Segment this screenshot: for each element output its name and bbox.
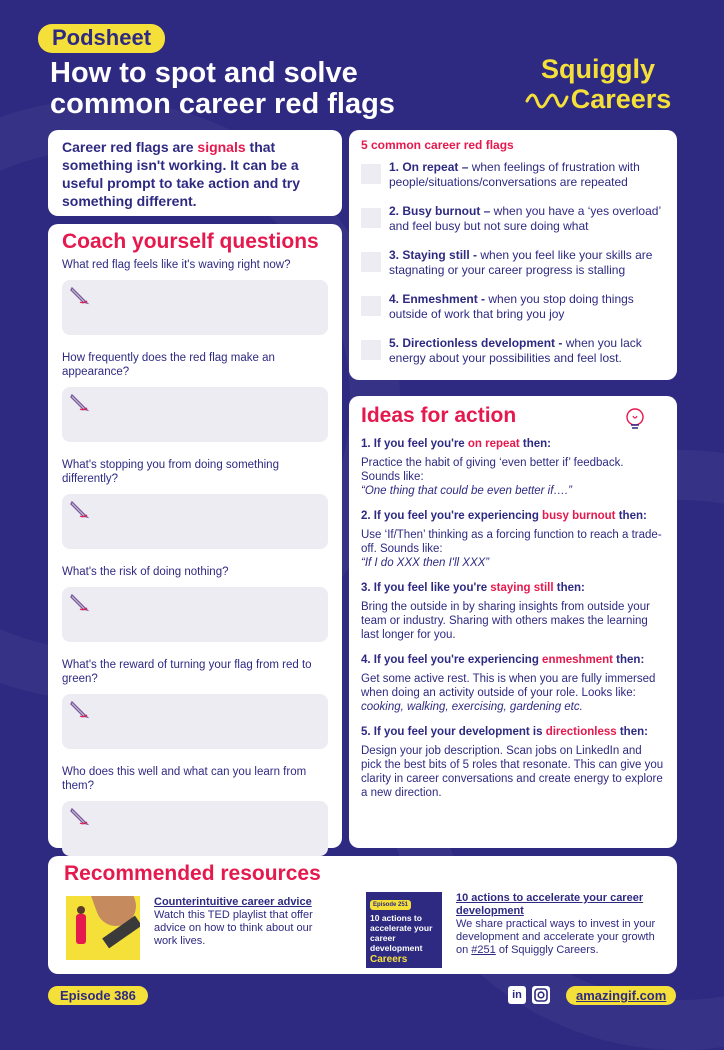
idea-heading xyxy=(361,438,665,450)
flag-description: when you stop doing things outside of work that bring you joy xyxy=(389,292,634,321)
idea-highlight: busy burnout xyxy=(542,510,616,522)
question-text: What's stopping you from doing something differently? xyxy=(62,459,279,485)
logo-line2: Careers xyxy=(570,84,672,114)
idea-heading-text: 2. If you feel you're experiencing xyxy=(361,510,543,522)
intro-highlight: signals xyxy=(197,139,246,155)
idea-heading-text: 3. If you feel like you're xyxy=(361,582,491,594)
thumbnail-title: 10 actions to accelerate your career development xyxy=(370,913,433,953)
idea-heading-suffix: then: xyxy=(612,654,645,666)
idea-highlight: enmeshment xyxy=(542,654,613,666)
flag-title: 4. Enmeshment - xyxy=(389,292,486,306)
idea-quote: “One thing that could be even better if….” xyxy=(361,485,572,497)
idea-heading-text: 4. If you feel you're experiencing xyxy=(361,654,543,666)
flag-description: when you feel like your skills are stagnating or your career progress is stalling xyxy=(389,248,653,277)
ideas-heading: Ideas for action xyxy=(361,404,517,427)
thumbnail-logo: Careers xyxy=(370,954,408,965)
idea-body-text: Use ‘If/Then’ thinking as a forcing function to reach a trade-off. Sounds like: xyxy=(361,529,662,555)
idea-heading xyxy=(361,726,665,738)
idea-heading-suffix: then: xyxy=(616,726,648,738)
answer-field[interactable] xyxy=(62,587,328,642)
resource-link[interactable]: 10 actions to accelerate your career development xyxy=(456,892,644,917)
resource-description-suffix: of Squiggly Careers. xyxy=(495,944,599,956)
resource-description xyxy=(456,918,656,957)
flag-title: 5. Directionless development - xyxy=(389,336,563,350)
question-text: Who does this well and what can you learn from them? xyxy=(62,766,307,792)
podsheet-badge: Podsheet xyxy=(38,24,165,53)
flag-item xyxy=(361,292,665,322)
website-link[interactable]: amazingif.com xyxy=(566,986,676,1005)
idea-heading-suffix: then: xyxy=(519,438,551,450)
question-text: What's the reward of turning your flag from red to green? xyxy=(62,659,312,685)
episode-badge: Episode 386 xyxy=(48,986,148,1005)
pencil-icon xyxy=(68,805,90,827)
resource-description: Watch this TED playlist that offer advice on how to think about our work lives. xyxy=(154,909,313,947)
flag-item xyxy=(361,336,665,366)
pencil-icon xyxy=(68,391,90,413)
checkbox[interactable] xyxy=(361,208,381,228)
ted-thumbnail[interactable] xyxy=(66,896,140,960)
idea-highlight: on repeat xyxy=(467,438,520,450)
logo-line1: Squiggly xyxy=(541,54,655,84)
intro-text-rest: that something isn't working. It can be a useful prompt to take action and try something different. xyxy=(62,139,301,209)
page-title: How to spot and solve common career red flags xyxy=(50,57,395,120)
checkbox[interactable] xyxy=(361,164,381,184)
idea-heading-suffix: then: xyxy=(553,582,585,594)
flag-title: 3. Staying still - xyxy=(389,248,478,262)
flag-description: when you lack energy about your possibilities and feel lost. xyxy=(389,336,642,365)
resource-item xyxy=(366,892,666,968)
resource-link[interactable]: Counterintuitive career advice xyxy=(154,896,312,908)
flag-item xyxy=(361,204,665,234)
pencil-icon xyxy=(68,698,90,720)
idea-heading xyxy=(361,654,665,666)
idea-body-text: Practice the habit of giving ‘even better if’ feedback. Sounds like: xyxy=(361,457,624,483)
checkbox[interactable] xyxy=(361,340,381,360)
idea-heading-text: 1. If you feel you're xyxy=(361,438,468,450)
idea-body xyxy=(361,744,665,800)
episode-thumbnail[interactable] xyxy=(366,892,442,968)
red-flags-card xyxy=(349,130,677,380)
checkbox[interactable] xyxy=(361,296,381,316)
idea-heading-text: 5. If you feel your development is xyxy=(361,726,546,738)
flag-description: when you have a ‘yes overload’ and feel busy but not sure doing what xyxy=(389,204,661,233)
checkbox[interactable] xyxy=(361,252,381,272)
lightbulb-icon xyxy=(623,406,647,434)
idea-body xyxy=(361,528,665,570)
coach-questions-card xyxy=(48,224,342,848)
flag-item xyxy=(361,160,665,190)
flag-title: 1. On repeat – xyxy=(389,160,469,174)
idea-heading xyxy=(361,582,665,594)
answer-field[interactable] xyxy=(62,801,328,856)
squiggly-careers-logo xyxy=(508,54,688,114)
flag-description: when feelings of frustration with people/situations/conversations are repeated xyxy=(389,160,640,189)
idea-body-text: Get some active rest. This is when you are fully immersed when doing an activity outside of your role. Looks like: xyxy=(361,673,656,699)
linkedin-icon[interactable]: in xyxy=(508,986,526,1004)
intro-text: Career red flags are xyxy=(62,139,198,155)
idea-body xyxy=(361,456,665,498)
answer-field[interactable] xyxy=(62,387,328,442)
idea-body-text: Design your job description. Scan jobs on LinkedIn and pick the best bits of 5 roles that resonate. This can give you clarity in career conversations and create energy to explore a new direction. xyxy=(361,745,664,799)
pencil-icon xyxy=(68,284,90,306)
idea-heading-suffix: then: xyxy=(615,510,647,522)
pencil-icon xyxy=(68,498,90,520)
idea-body xyxy=(361,672,665,714)
thumbnail-episode-label: Episode 251 xyxy=(370,900,411,910)
squiggle-icon xyxy=(525,87,569,111)
flag-item xyxy=(361,248,665,278)
intro-card xyxy=(48,130,342,216)
idea-body-text: Bring the outside in by sharing insights from outside your team or industry. Sharing with others makes the learning last longer for you. xyxy=(361,601,650,641)
resources-heading: Recommended resources xyxy=(64,862,321,885)
instagram-icon[interactable] xyxy=(532,986,550,1004)
question-text: What red flag feels like it's waving right now? xyxy=(62,259,291,271)
episode-link[interactable]: #251 xyxy=(471,944,496,956)
pencil-icon xyxy=(68,591,90,613)
idea-highlight: directionless xyxy=(545,726,617,738)
answer-field[interactable] xyxy=(62,280,328,335)
flag-title: 2. Busy burnout – xyxy=(389,204,491,218)
answer-field[interactable] xyxy=(62,694,328,749)
idea-quote: “If I do XXX then I'll XXX” xyxy=(361,557,490,569)
question-text: How frequently does the red flag make an appearance? xyxy=(62,352,275,378)
resource-item xyxy=(66,896,326,960)
resources-card xyxy=(48,856,677,974)
idea-quote: cooking, walking, exercising, gardening etc. xyxy=(361,701,583,713)
idea-highlight: staying still xyxy=(490,582,554,594)
ideas-card xyxy=(349,396,677,848)
answer-field[interactable] xyxy=(62,494,328,549)
coach-heading: Coach yourself questions xyxy=(62,230,319,253)
idea-body xyxy=(361,600,665,642)
resource-description-text: We share practical ways to invest in your development and accelerate your growth on xyxy=(456,918,656,956)
idea-heading xyxy=(361,510,665,522)
question-text: What's the risk of doing nothing? xyxy=(62,566,229,578)
flags-heading: 5 common career red flags xyxy=(361,138,514,152)
